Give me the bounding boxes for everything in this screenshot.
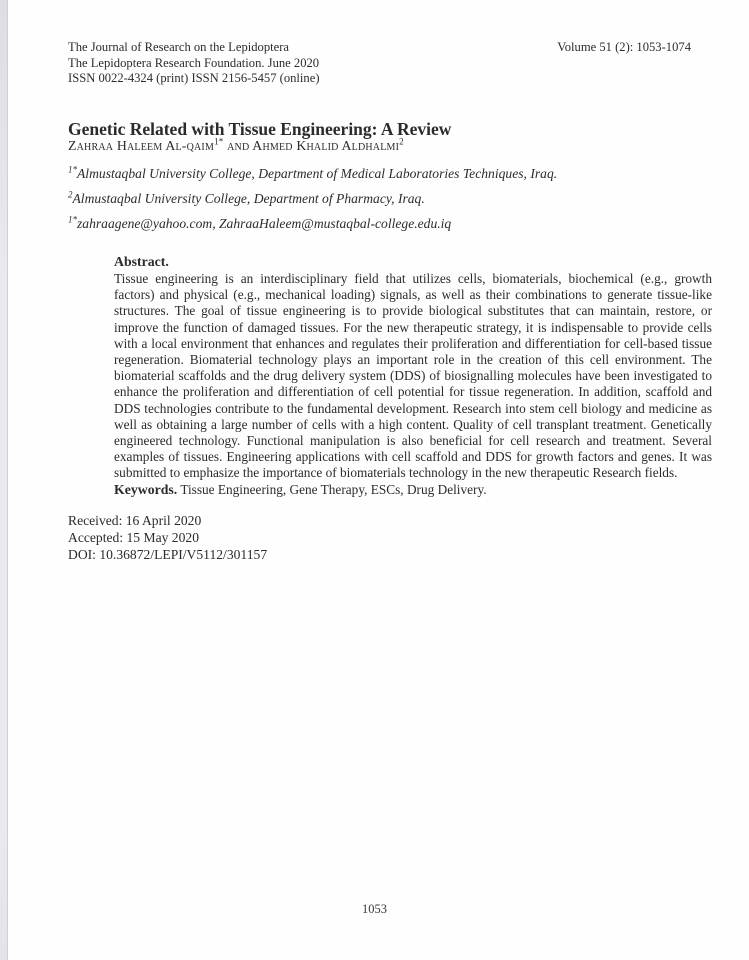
author-connector: and (223, 138, 253, 153)
journal-foundation: The Lepidoptera Research Foundation. June 2020 (68, 55, 320, 70)
author-line (68, 138, 691, 154)
author-2-superscript: 2 (399, 136, 404, 147)
keywords-label: Keywords. (114, 481, 178, 497)
author-1-superscript: 1* (214, 136, 224, 147)
author-1-name: Zahraa Haleem Al-qaim (68, 138, 215, 153)
abstract-section (114, 254, 712, 498)
journal-header (68, 40, 691, 87)
scanned-page-edge (0, 0, 8, 960)
keywords-line (114, 482, 712, 498)
affiliation-2 (68, 191, 691, 207)
affiliation-1-text: Almustaqbal University College, Department of Medical Laboratories Techniques, Iraq. (77, 166, 558, 181)
author-2-name: Ahmed Khalid Aldhalmi (252, 138, 400, 153)
email-text: zahraagene@yahoo.com, ZahraaHaleem@mustaqbal-college.edu.iq (77, 216, 452, 231)
doi: DOI: 10.36872/LEPI/V5112/301157 (68, 547, 268, 562)
journal-volume: Volume 51 (2): 1053-1074 (557, 40, 691, 54)
received-date: Received: 16 April 2020 (68, 513, 202, 528)
journal-info (68, 40, 320, 87)
abstract-heading: Abstract. (114, 254, 169, 269)
journal-name: The Journal of Research on the Lepidoptera (68, 40, 290, 54)
email-superscript: 1* (68, 214, 77, 225)
abstract-body: Tissue engineering is an interdisciplinary field that utilizes cells, biomaterials, biochemical (e.g., growth factors) and physical (e.g., mechanical loading) signals, as well as their combinations to generate tissue-like structures. The goal of tissue engineering is to provide biological substitutes that can maintain, restore, or improve the function of damaged tissues. For the new therapeutic strategy, it is indispensable to provide cells with a local environment that enhances and regulates their proliferation and differentiation for cell-based tissue regeneration. Biomaterial technology plays an important role in the creation of this cell environment. The biomaterial scaffolds and the drug delivery system (DDS) of biosignalling molecules have been investigated to enhance the proliferation and differentiation of cell potential for tissue regeneration. In addition, scaffold and DDS technologies contribute to the fundamental development. Research into stem cell biology and medicine as well as obtaining a large number of cells with a high content. Quality of cell transplant treatment. Genetically engineered technology. Functional manipulation is also beneficial for cell research and treatment. Several examples of tissues. Engineering applications with cell scaffold and DDS for growth factors and genes. It was submitted to emphasize the importance of biomaterials technology in the new therapeutic Research fields. (114, 271, 712, 481)
affiliation-1-superscript: 1* (68, 164, 77, 175)
affiliation-2-text: Almustaqbal University College, Department of Pharmacy, Iraq. (72, 191, 425, 206)
article-meta (68, 512, 267, 563)
article-title: Genetic Related with Tissue Engineering: A Review (68, 118, 452, 139)
keywords-text: Tissue Engineering, Gene Therapy, ESCs, Drug Delivery. (177, 481, 487, 497)
journal-issn: ISSN 0022-4324 (print) ISSN 2156-5457 (online) (68, 71, 320, 85)
affiliation-1 (68, 166, 691, 182)
affiliation-2-superscript: 2 (68, 189, 73, 200)
page-number: 1053 (362, 902, 387, 916)
accepted-date: Accepted: 15 May 2020 (68, 530, 199, 545)
author-emails (68, 216, 691, 232)
